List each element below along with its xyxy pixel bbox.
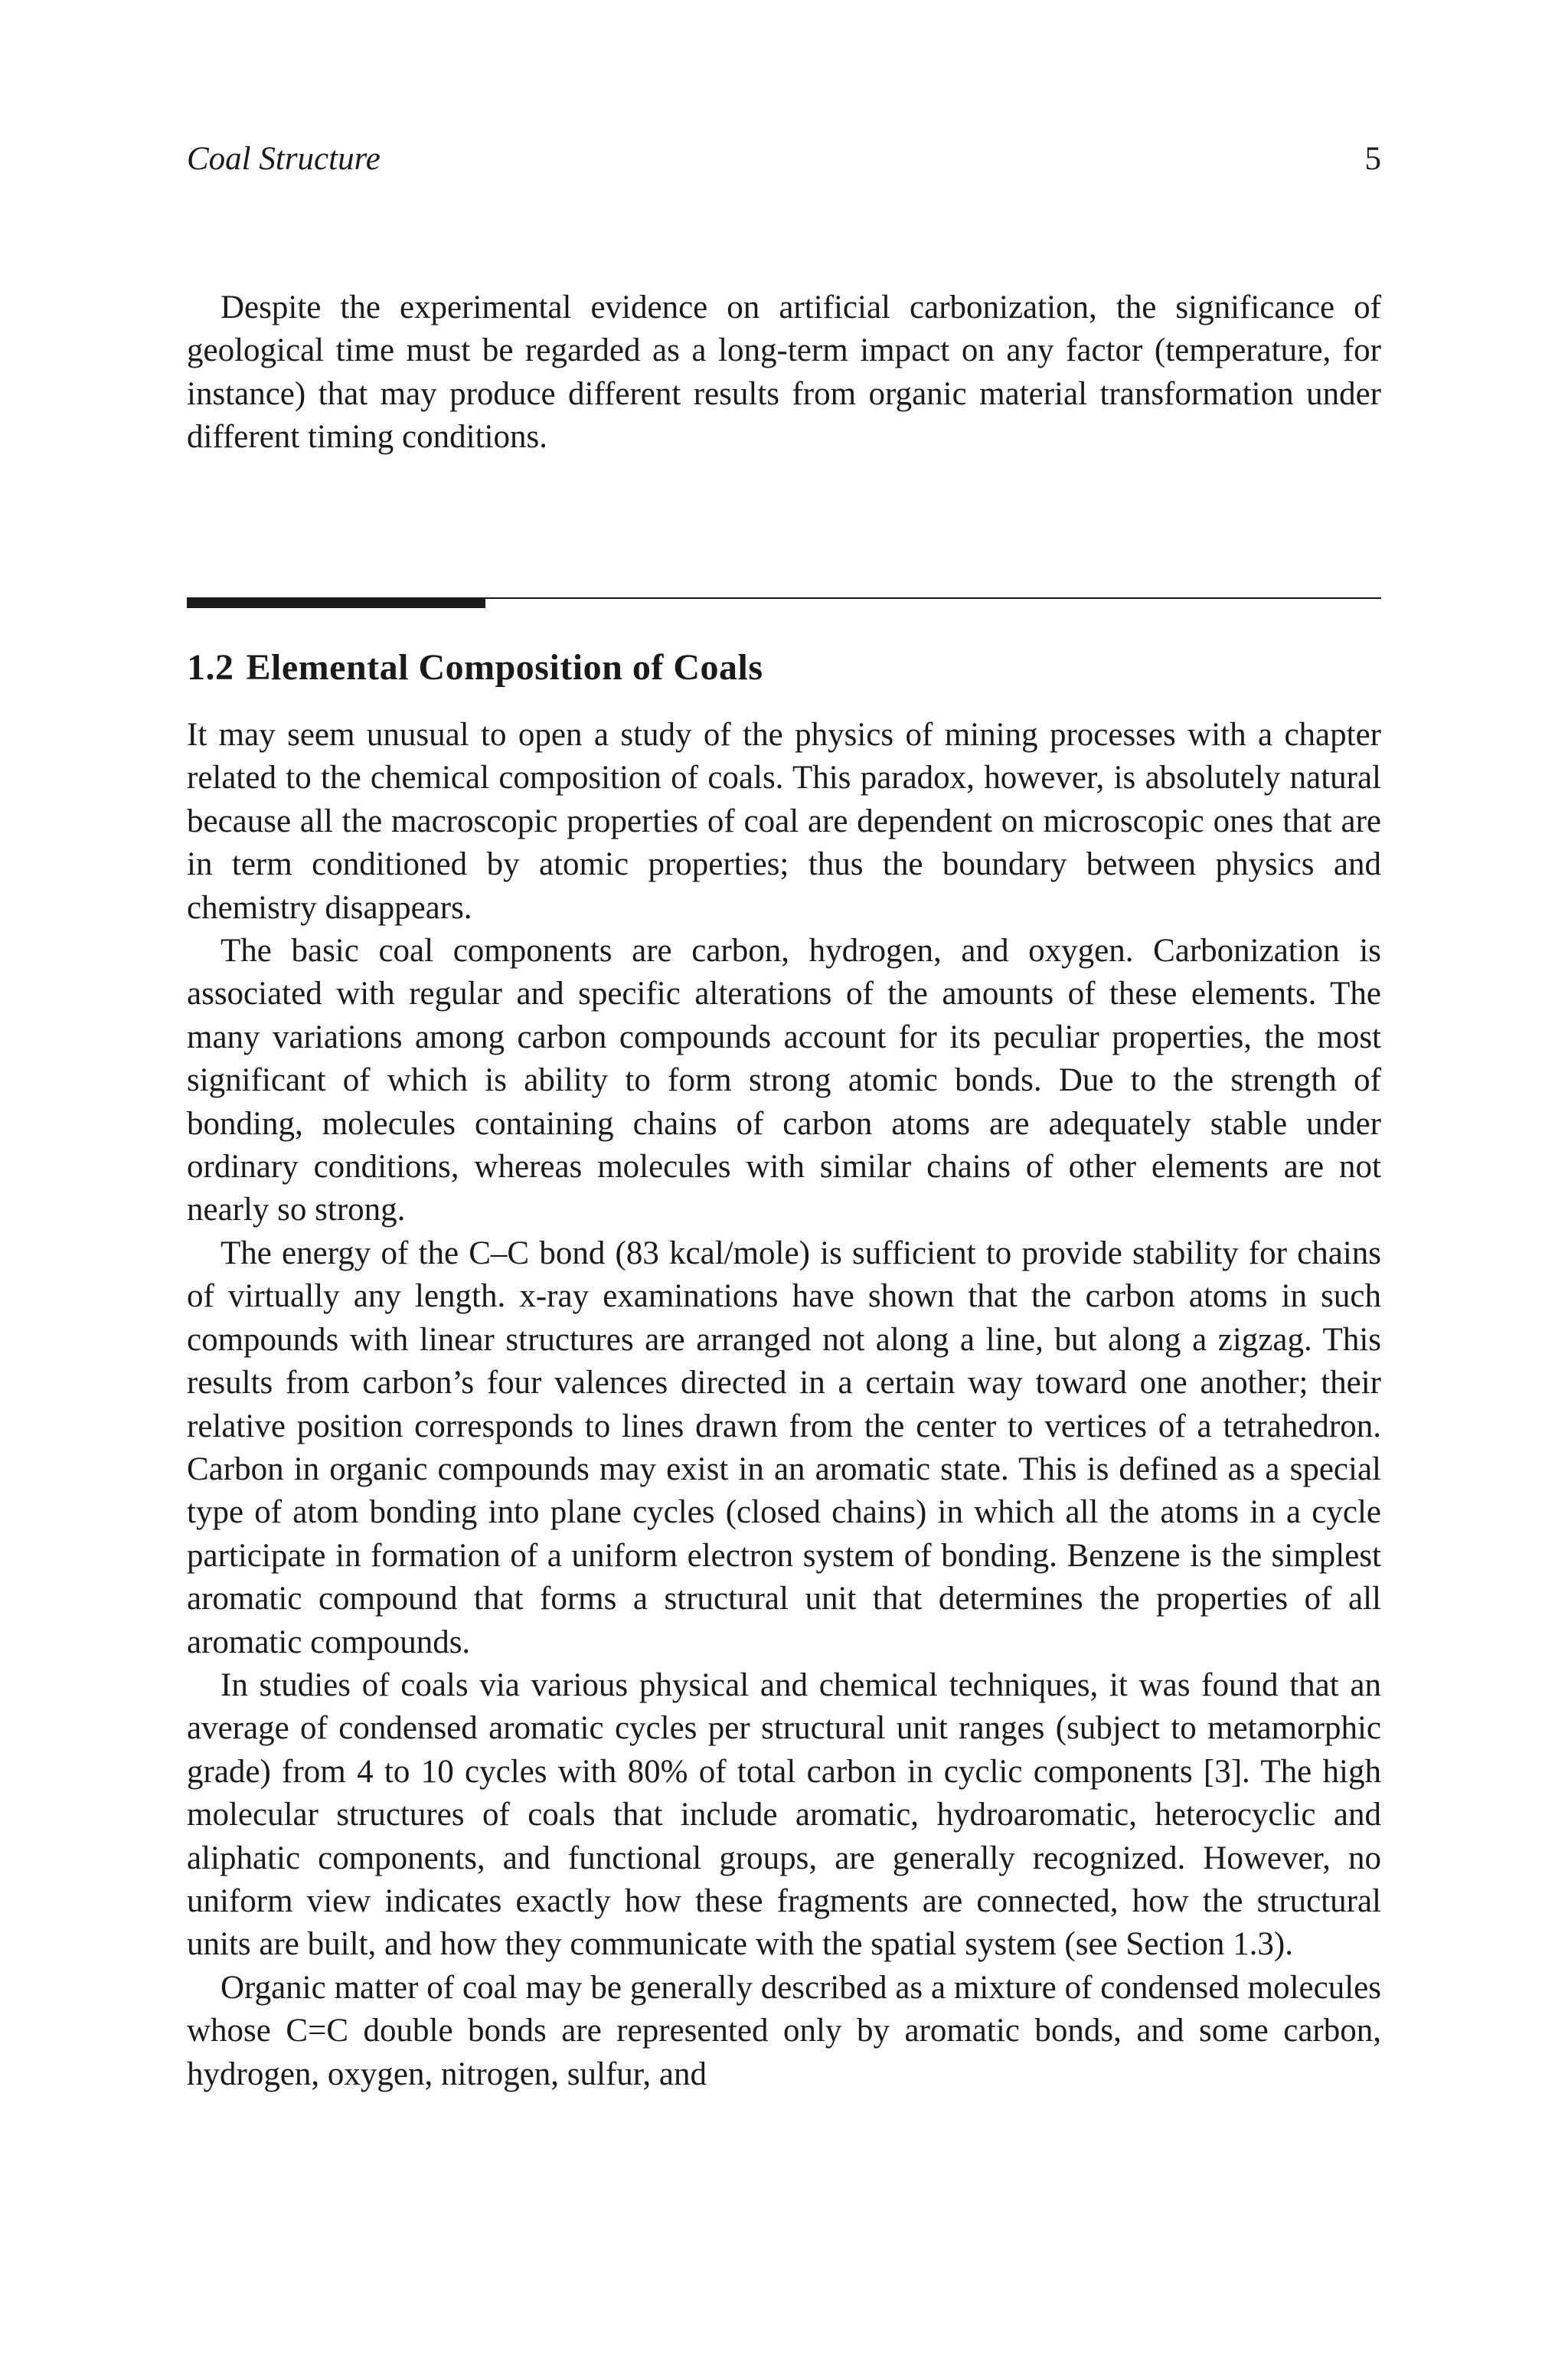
page-number: 5 [1364, 141, 1381, 177]
running-head [187, 136, 1381, 182]
body-paragraph-1: It may seem unusual to open a study of the physics of mining processes with a chapter related to the chemical composition of coals. This paradox, however, is absolutely natural because all the macroscopic properties of coal are dependent on microscopic ones that are in term conditioned by atomic properties; thus the boundary between physics and chemistry disappears. [187, 717, 1381, 926]
body-paragraph-2: The basic coal components are carbon, hydrogen, and oxygen. Carbonization is associated with regular and specific alterations of the amounts of these elements. The many variations among carbon compounds account for its peculiar properties, the most significant of which is ability to form strong atomic bonds. Due to the strength of bonding, molecules containing chains of carbon atoms are adequately stable under ordinary conditions, whereas molecules with similar chains of other elements are not nearly so strong. [187, 933, 1381, 1228]
body-paragraph-5: Organic matter of coal may be generally described as a mixture of condensed molecules whose C=C double bonds are represented only by aromatic bonds, and some carbon, hydrogen, oxygen, nitrogen, sulfur, and [187, 1969, 1381, 2092]
section-body [187, 714, 1381, 2096]
section-divider-thick-bar [187, 597, 485, 608]
section-number: 1.2 [187, 647, 234, 688]
section-divider [187, 594, 1381, 608]
body-paragraph-4: In studies of coals via various physical and chemical techniques, it was found that an average of condensed aromatic cycles per structural unit ranges (subject to metamorphic grade) from 4 to 10 cycles with 80% of total carbon in cyclic components [3]. The high molecular structures of coals that include aromatic, hydroaromatic, heterocyclic and aliphatic components, and functional groups, are generally recognized. However, no uniform view indicates exactly how these fragments are connected, how the structural units are built, and how they communicate with the spatial system (see Section 1.3). [187, 1666, 1381, 1963]
running-head-title: Coal Structure [187, 141, 381, 177]
intro-text-block [187, 286, 1381, 460]
section-divider-thin-line [485, 597, 1381, 599]
intro-paragraph: Despite the experimental evidence on artificial carbonization, the significance of geological time must be regarded as a long-term impact on any factor (temperature, for instance) that may produce different results from organic material transformation under different timing conditions. [187, 289, 1381, 456]
section-heading [187, 643, 1381, 692]
section-title: Elemental Composition of Coals [246, 647, 763, 688]
body-paragraph-3: The energy of the C–C bond (83 kcal/mole) is sufficient to provide stability for chains of virtually any length. x-ray examinations have shown that the carbon atoms in such compounds with linear structures are arranged not along a line, but along a zigzag. This results from carbon’s four valences directed in a certain way toward one another; their relative position corresponds to lines drawn from the center to vertices of a tetrahedron. Carbon in organic compounds may exist in an aromatic state. This is defined as a special type of atom bonding into plane cycles (closed chains) in which all the atoms in a cycle participate in formation of a uniform electron system of bonding. Benzene is the simplest aromatic compound that forms a structural unit that determines the properties of all aromatic compounds. [187, 1235, 1381, 1660]
